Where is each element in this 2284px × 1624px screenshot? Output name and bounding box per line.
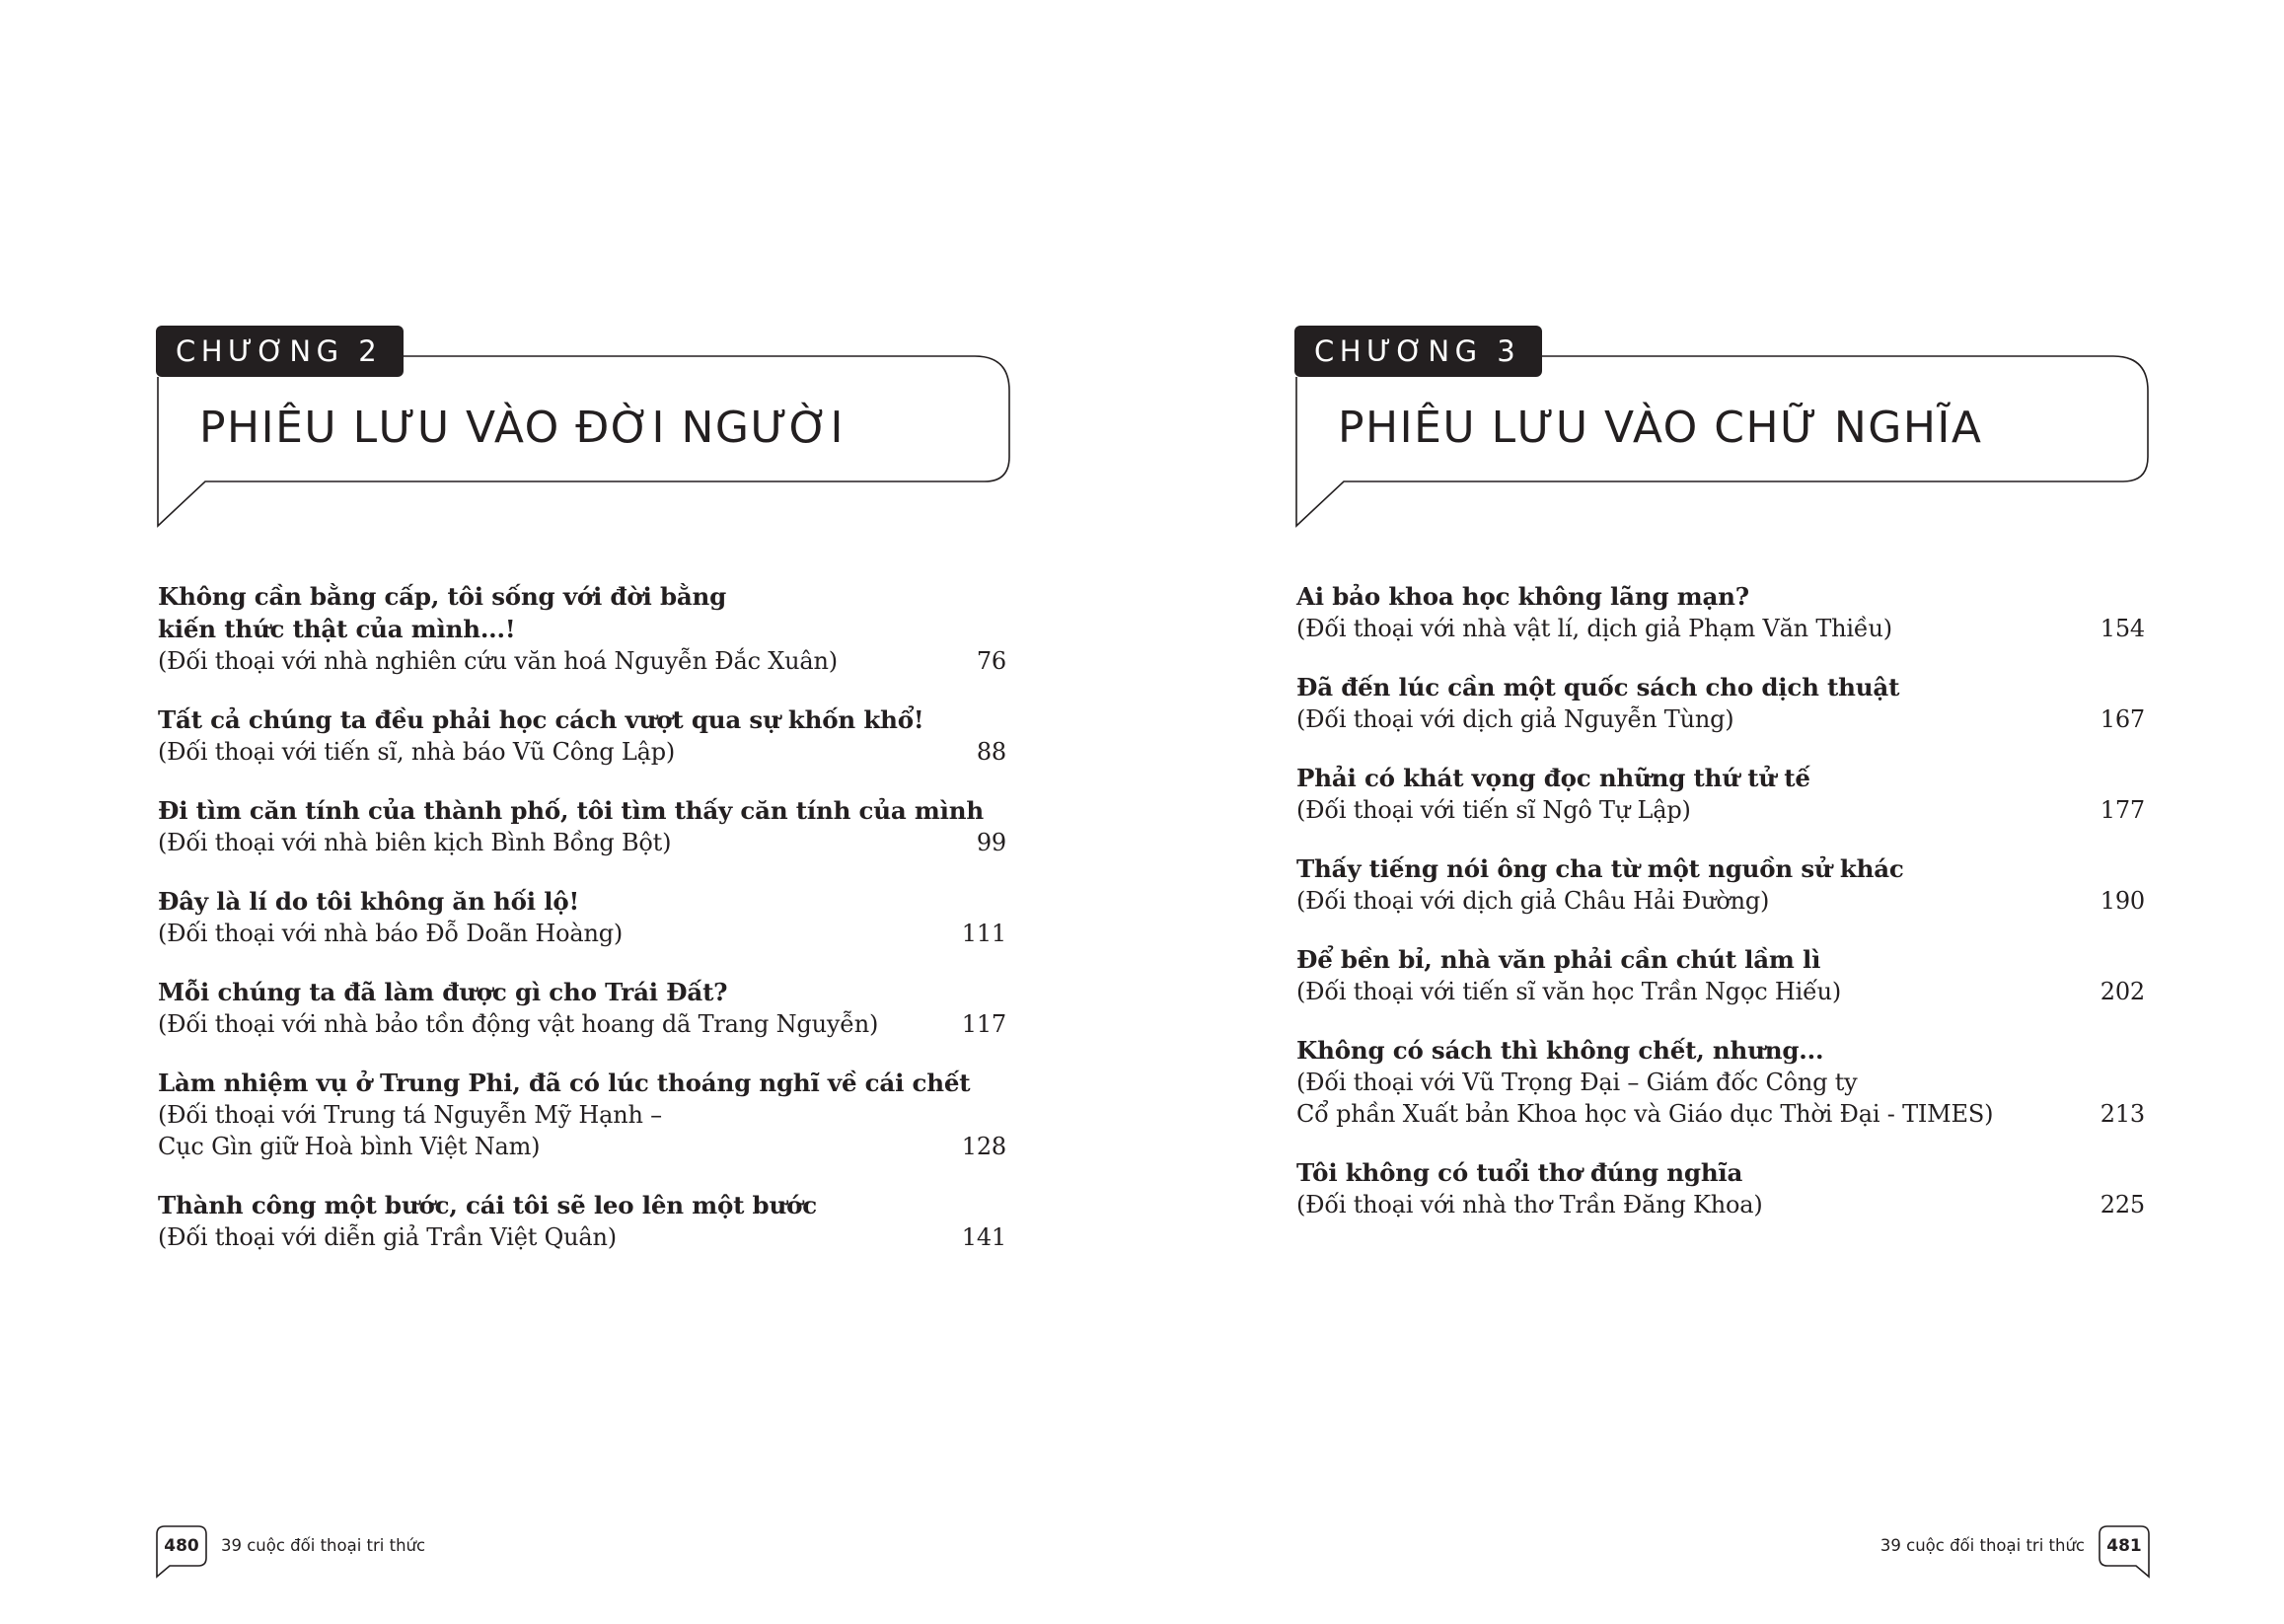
entry-page-number: 190: [2100, 887, 2145, 915]
chapter-title: PHIÊU LƯU VÀO ĐỜI NGƯỜI: [199, 403, 845, 453]
entry-subtitle: [1296, 1067, 2145, 1130]
entry-subtitle: [158, 1221, 1006, 1253]
entry-title-line: Mỗi chúng ta đã làm được gì cho Trái Đất?: [158, 978, 728, 1006]
entry-page-number: 76: [976, 647, 1006, 675]
entry-title-line: Không có sách thì không chết, nhưng...: [1296, 1036, 1824, 1065]
entry-page-number: 177: [2100, 796, 2145, 824]
chapter-header: [156, 326, 1004, 533]
entry-subtitle-line: (Đối thoại với nhà vật lí, dịch giả Phạm Văn Thiều): [1296, 615, 1892, 642]
chapter-header: [1294, 326, 2143, 533]
entry-subtitle: [158, 1008, 1006, 1040]
entry-subtitle: [158, 918, 1006, 949]
entry-subtitle: [158, 827, 1006, 858]
running-title: 39 cuộc đối thoại tri thức: [1879, 1536, 2085, 1555]
entry-subtitle-line: (Đối thoại với tiến sĩ văn học Trần Ngọc Hiếu): [1296, 978, 1842, 1005]
entry-page-number: 117: [961, 1010, 1006, 1038]
toc-entry: [1296, 671, 2145, 735]
entry-page-number: 99: [976, 829, 1006, 856]
toc-entry: [1296, 943, 2145, 1007]
toc-entry: [1296, 762, 2145, 826]
entry-subtitle-line: (Đối thoại với tiến sĩ Ngô Tự Lập): [1296, 796, 1691, 824]
toc-entry: [158, 794, 1006, 858]
entry-title: [1296, 1156, 2145, 1189]
entry-title: [158, 1067, 1006, 1099]
entry-subtitle-line: (Đối thoại với Vũ Trọng Đại – Giám đốc Công ty: [1296, 1069, 1858, 1096]
entry-title-line: Đi tìm căn tính của thành phố, tôi tìm thấy căn tính của mình: [158, 796, 984, 825]
entry-title-line: kiến thức thật của mình...!: [158, 615, 516, 643]
entry-subtitle-line: (Đối thoại với nhà nghiên cứu văn hoá Nguyễn Đắc Xuân): [158, 647, 838, 675]
entry-page-number: 128: [961, 1133, 1006, 1160]
entry-title: [158, 794, 1006, 827]
entry-title: [158, 976, 1006, 1008]
entry-subtitle-line: Cục Gìn giữ Hoà bình Việt Nam): [158, 1133, 541, 1160]
entry-subtitle-line: (Đối thoại với nhà biên kịch Bình Bồng Bột): [158, 829, 672, 856]
entry-subtitle-line: (Đối thoại với tiến sĩ, nhà báo Vũ Công Lập): [158, 738, 676, 766]
chapter-title: PHIÊU LƯU VÀO CHỮ NGHĨA: [1338, 403, 1983, 453]
entry-title-line: Không cần bằng cấp, tôi sống với đời bằng: [158, 582, 727, 611]
entry-page-number: 225: [2100, 1191, 2145, 1218]
entry-title: [158, 1189, 1006, 1221]
toc-entry: [1296, 1034, 2145, 1130]
entry-title-line: Tôi không có tuổi thơ đúng nghĩa: [1296, 1158, 1743, 1187]
entry-title: [1296, 943, 2145, 976]
entry-subtitle-line: Cổ phần Xuất bản Khoa học và Giáo dục Thời Đại - TIMES): [1296, 1100, 1994, 1128]
entry-title-line: Thấy tiếng nói ông cha từ một nguồn sử khác: [1296, 854, 1904, 883]
entry-subtitle: [158, 736, 1006, 768]
entry-page-number: 111: [961, 920, 1006, 947]
toc-entry: [158, 580, 1006, 677]
page-number: 480: [164, 1536, 199, 1556]
entry-subtitle: [158, 1099, 1006, 1162]
chapter-label: CHƯƠNG 3: [1294, 326, 1542, 377]
toc-entry: [158, 976, 1006, 1040]
entry-page-number: 167: [2100, 705, 2145, 733]
entry-subtitle: [158, 645, 1006, 677]
entry-page-number: 202: [2100, 978, 2145, 1005]
toc-entry: [158, 1189, 1006, 1253]
entry-subtitle-line: (Đối thoại với Trung tá Nguyễn Mỹ Hạnh –: [158, 1101, 662, 1129]
toc-entry: [158, 885, 1006, 949]
entry-title: [158, 703, 1006, 736]
entry-subtitle-line: (Đối thoại với dịch giả Châu Hải Đường): [1296, 887, 1770, 915]
entry-page-number: 213: [2100, 1100, 2145, 1128]
toc-entry: [1296, 580, 2145, 644]
entry-title: [158, 580, 1006, 645]
right-page: [1142, 0, 2283, 1624]
entry-subtitle: [1296, 885, 2145, 917]
entry-title: [1296, 762, 2145, 794]
entry-title-line: Ai bảo khoa học không lãng mạn?: [1296, 582, 1749, 611]
toc-entry: [158, 703, 1006, 768]
page-number: 481: [2106, 1536, 2142, 1556]
entry-subtitle-line: (Đối thoại với nhà bảo tồn động vật hoang dã Trang Nguyễn): [158, 1010, 879, 1038]
entry-title-line: Thành công một bước, cái tôi sẽ leo lên một bước: [158, 1191, 817, 1219]
table-of-contents: [1296, 580, 2145, 1247]
entry-title-line: Phải có khát vọng đọc những thứ tử tế: [1296, 764, 1810, 792]
entry-page-number: 154: [2100, 615, 2145, 642]
entry-title: [1296, 852, 2145, 885]
entry-title-line: Đây là lí do tôi không ăn hối lộ!: [158, 887, 580, 916]
entry-subtitle: [1296, 703, 2145, 735]
entry-page-number: 88: [976, 738, 1006, 766]
entry-subtitle: [1296, 1189, 2145, 1220]
entry-title: [158, 885, 1006, 918]
running-title: 39 cuộc đối thoại tri thức: [221, 1536, 426, 1555]
entry-subtitle-line: (Đối thoại với dịch giả Nguyễn Tùng): [1296, 705, 1734, 733]
entry-title: [1296, 671, 2145, 703]
entry-title: [1296, 580, 2145, 613]
entry-subtitle-line: (Đối thoại với nhà thơ Trần Đăng Khoa): [1296, 1191, 1763, 1218]
chapter-label: CHƯƠNG 2: [156, 326, 404, 377]
entry-title: [1296, 1034, 2145, 1067]
entry-title-line: Đã đến lúc cần một quốc sách cho dịch thuật: [1296, 673, 1900, 701]
entry-title-line: Làm nhiệm vụ ở Trung Phi, đã có lúc thoáng nghĩ về cái chết: [158, 1069, 971, 1097]
toc-entry: [1296, 1156, 2145, 1220]
page-footer: [1879, 1525, 2150, 1575]
entry-subtitle: [1296, 613, 2145, 644]
toc-entry: [158, 1067, 1006, 1162]
entry-subtitle: [1296, 794, 2145, 826]
entry-title-line: Tất cả chúng ta đều phải học cách vượt qua sự khốn khổ!: [158, 705, 924, 734]
toc-entry: [1296, 852, 2145, 917]
entry-subtitle: [1296, 976, 2145, 1007]
entry-subtitle-line: (Đối thoại với nhà báo Đỗ Doãn Hoàng): [158, 920, 624, 947]
table-of-contents: [158, 580, 1006, 1280]
entry-page-number: 141: [961, 1223, 1006, 1251]
entry-subtitle-line: (Đối thoại với diễn giả Trần Việt Quân): [158, 1223, 617, 1251]
entry-title-line: Để bền bỉ, nhà văn phải cần chút lầm lì: [1296, 945, 1821, 974]
